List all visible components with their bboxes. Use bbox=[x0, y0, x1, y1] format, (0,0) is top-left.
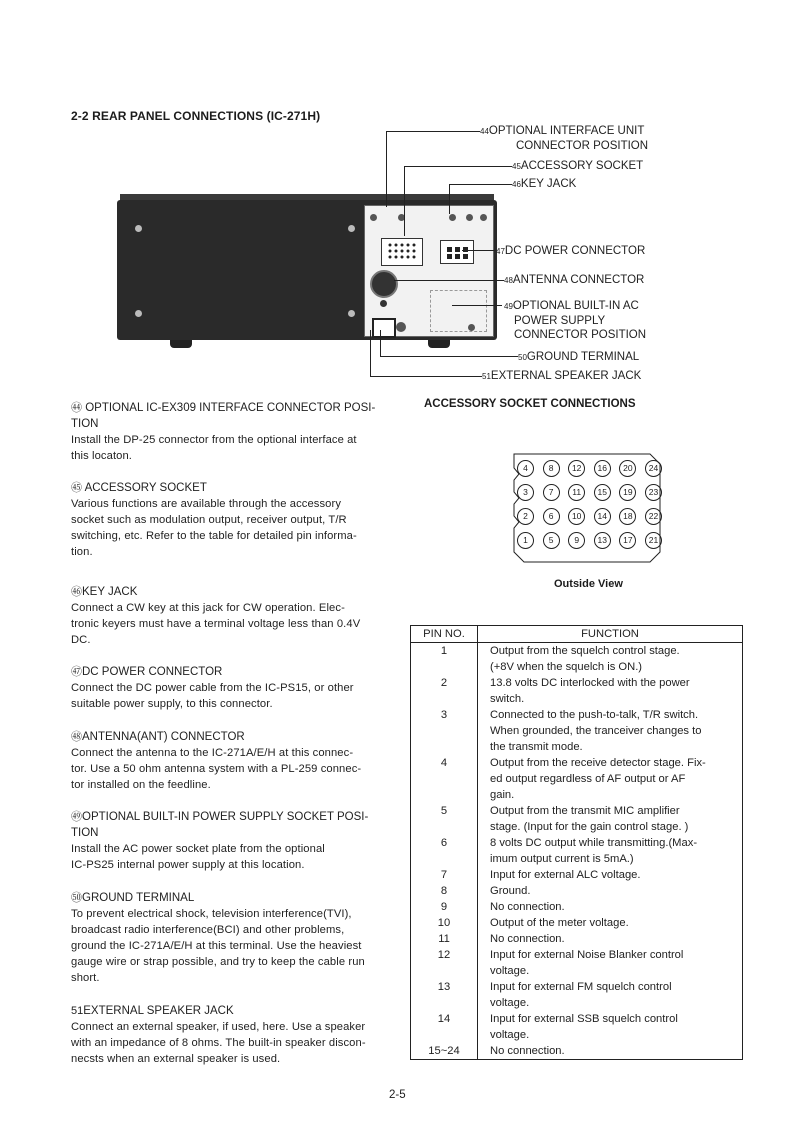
pin-no-header: PIN NO. bbox=[411, 626, 478, 643]
pin-number: 5 bbox=[543, 532, 560, 549]
pin-row bbox=[517, 484, 662, 501]
callout-ground: 50GROUND TERMINAL bbox=[518, 351, 640, 363]
table-row: 14 Input for external SSB squelch control voltage. bbox=[411, 1011, 743, 1043]
screw-icon bbox=[449, 214, 456, 221]
table-row: 13 Input for external FM squelch control voltage. bbox=[411, 979, 743, 1011]
screw-icon bbox=[468, 324, 475, 331]
callout-power-supply: 49OPTIONAL BUILT-IN AC POWER SUPPLY CONNECTOR POSITION bbox=[504, 300, 647, 341]
pin-grid bbox=[517, 460, 662, 556]
pin-number: 24 bbox=[645, 460, 662, 477]
pin-row bbox=[517, 532, 662, 549]
table-row: 5 Output from the transmit MIC amplifier stage. (Input for the gain control stage. ) bbox=[411, 803, 743, 835]
pin-number: 23 bbox=[645, 484, 662, 501]
outside-view-caption: Outside View bbox=[554, 578, 623, 590]
callout-interface-unit: 44OPTIONAL INTERFACE UNIT CONNECTOR POSITION bbox=[480, 125, 649, 152]
table-row: 9 No connection. bbox=[411, 899, 743, 915]
pin-number: 2 bbox=[517, 508, 534, 525]
pin-number: 17 bbox=[619, 532, 636, 549]
bolt-icon bbox=[348, 225, 355, 232]
pin-number: 13 bbox=[594, 532, 611, 549]
section-44: ㊹ OPTIONAL IC-EX309 INTERFACE CONNECTOR POSI- TION Install the DP-25 connector from the optional interface at this locaton. bbox=[71, 402, 376, 462]
key-jack-graphic bbox=[380, 300, 387, 307]
page-number: 2-5 bbox=[389, 1089, 406, 1101]
table-row: 7 Input for external ALC voltage. bbox=[411, 867, 743, 883]
ground-terminal-graphic bbox=[396, 322, 406, 332]
panel-foot bbox=[428, 340, 450, 348]
panel-foot bbox=[170, 340, 192, 348]
pin-number: 15 bbox=[594, 484, 611, 501]
pin-number: 22 bbox=[645, 508, 662, 525]
power-supply-plate-outline bbox=[430, 290, 487, 332]
dc-connector-graphic bbox=[440, 240, 474, 264]
table-row: 12 Input for external Noise Blanker control voltage. bbox=[411, 947, 743, 979]
pin-number: 16 bbox=[594, 460, 611, 477]
pin-number: 12 bbox=[568, 460, 585, 477]
section-51: 51EXTERNAL SPEAKER JACK Connect an external speaker, if used, here. Use a speaker with an impedance of 8 ohms. The built-in speaker discon- necsts when an external speaker is used. bbox=[71, 1005, 366, 1065]
screw-icon bbox=[480, 214, 487, 221]
section-heading: 2-2 REAR PANEL CONNECTIONS (IC-271H) bbox=[71, 109, 321, 123]
section-49: ㊾OPTIONAL BUILT-IN POWER SUPPLY SOCKET POSI- TION Install the AC power socket plate from the optional IC-PS25 internal power supply at this location. bbox=[71, 811, 369, 871]
antenna-connector-graphic bbox=[370, 270, 398, 298]
pin-number: 7 bbox=[543, 484, 560, 501]
pin-number: 8 bbox=[543, 460, 560, 477]
pin-number: 10 bbox=[568, 508, 585, 525]
screw-icon bbox=[466, 214, 473, 221]
pin-number: 18 bbox=[619, 508, 636, 525]
section-45: ㊺ ACCESSORY SOCKET Various functions are available through the accessory socket such as modulation output, receiver output, T/R switching, etc. Refer to the table for detailed pin informa- tion. bbox=[71, 482, 357, 558]
callout-antenna: 48ANTENNA CONNECTOR bbox=[504, 274, 645, 286]
pin-number: 1 bbox=[517, 532, 534, 549]
callout-speaker: 51EXTERNAL SPEAKER JACK bbox=[482, 370, 642, 382]
pin-function-table bbox=[410, 625, 743, 1060]
pin-number: 19 bbox=[619, 484, 636, 501]
table-row: 8 Ground. bbox=[411, 883, 743, 899]
callout-key-jack: 46KEY JACK bbox=[512, 178, 577, 190]
section-46: ㊻KEY JACK Connect a CW key at this jack for CW operation. Elec- tronic keyers must have a terminal voltage less than 0.4V DC. bbox=[71, 586, 361, 646]
table-row: 6 8 volts DC output while transmitting.(Max- imum output current is 5mA.) bbox=[411, 835, 743, 867]
speaker-jack-graphic bbox=[372, 318, 396, 338]
pin-number: 14 bbox=[594, 508, 611, 525]
callout-dc-power: 47DC POWER CONNECTOR bbox=[496, 245, 646, 257]
bolt-icon bbox=[348, 310, 355, 317]
bolt-icon bbox=[135, 310, 142, 317]
section-50: ㊿GROUND TERMINAL To prevent electrical shock, television interference(TVI), broadcast radio interference(BCI) and other problems, ground the IC-271A/E/H at this terminal. Use the heaviest gauge wire or strap possible, and try to keep the cable run short. bbox=[71, 892, 365, 984]
table-row: 4 Output from the receive detector stage. Fix- ed output regardless of AF output or AF gain. bbox=[411, 755, 743, 803]
pin-number: 11 bbox=[568, 484, 585, 501]
table-row: 11 No connection. bbox=[411, 931, 743, 947]
section-47: ㊼DC POWER CONNECTOR Connect the DC power cable from the IC-PS15, or other suitable power supply, to this connector. bbox=[71, 666, 354, 710]
pin-number: 21 bbox=[645, 532, 662, 549]
pin-number: 6 bbox=[543, 508, 560, 525]
screw-icon bbox=[370, 214, 377, 221]
pin-number: 3 bbox=[517, 484, 534, 501]
table-row: 10 Output of the meter voltage. bbox=[411, 915, 743, 931]
table-row: 1 Output from the squelch control stage. (+8V when the squelch is ON.) bbox=[411, 643, 743, 676]
pin-number: 20 bbox=[619, 460, 636, 477]
pin-number: 9 bbox=[568, 532, 585, 549]
accessory-connections-title: ACCESSORY SOCKET CONNECTIONS bbox=[424, 398, 636, 410]
table-row: 3 Connected to the push-to-talk, T/R switch. When grounded, the tranceiver changes to the transmit mode. bbox=[411, 707, 743, 755]
pin-row bbox=[517, 460, 662, 477]
table-row: 15~24 No connection. bbox=[411, 1043, 743, 1060]
section-48: ㊽ANTENNA(ANT) CONNECTOR Connect the antenna to the IC-271A/E/H at this connec- tor. Use a 50 ohm antenna system with a PL-259 connec- tor installed on the feedline. bbox=[71, 731, 362, 791]
function-header: FUNCTION bbox=[478, 626, 743, 643]
table-row: 2 13.8 volts DC interlocked with the power switch. bbox=[411, 675, 743, 707]
bolt-icon bbox=[135, 225, 142, 232]
callout-accessory-socket: 45ACCESSORY SOCKET bbox=[512, 160, 644, 172]
pin-number: 4 bbox=[517, 460, 534, 477]
pin-row bbox=[517, 508, 662, 525]
accessory-socket-graphic bbox=[381, 238, 423, 266]
